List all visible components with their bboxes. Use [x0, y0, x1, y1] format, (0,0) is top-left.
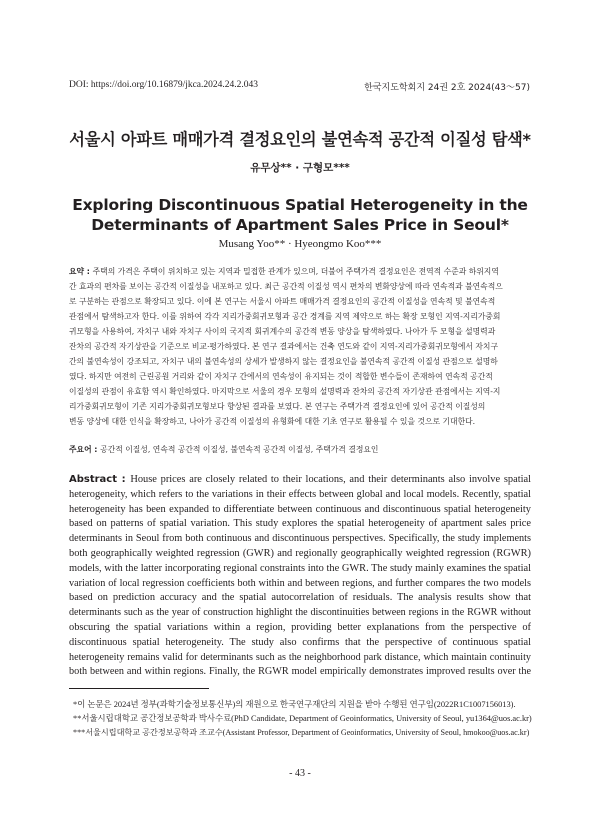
- korean-abstract-label: 요약 :: [69, 267, 93, 276]
- english-abstract-line: both between and within regions. Finally, the RGWR model empirically demonstrates improved results over the: [69, 666, 531, 678]
- korean-abstract-line: 였다. 하지만 여전히 근린공원 거리와 같이 자치구 간에서의 연속성이 유지되는 것이 적합한 변수들이 존재하여 연속적 공간적: [69, 372, 493, 381]
- english-abstract-line: discontinuous spatial heterogeneity. The study also confirms that the perspective of continuous spatial: [69, 636, 531, 648]
- english-title-line: Determinants of Apartment Sales Price in Seoul*: [91, 216, 509, 234]
- footnote-author-1: **서울시립대학교 공간정보공학과 박사수료(PhD Candidate, Department of Geoinformatics, University of Seoul, yu1364@uos.ac.kr): [73, 713, 532, 723]
- english-abstract-line: based on prediction accuracy and the spatial autocorrelation of residuals. The analysis results show that: [69, 592, 531, 604]
- english-abstract-line: heterogeneity remains valid for determinants such as the neighborhood park distance, which maintain continuity: [69, 651, 531, 663]
- english-abstract-line: determinants such as the year of construction highlight the discontinuities between regions in the RGWR without: [69, 607, 531, 619]
- english-abstract-line: based on patterns of spatial variation. This study explores the spatial heterogeneity of apartment sales price: [69, 518, 531, 530]
- english-abstract-line: heterogeneity, which refers to the variations in their effects between global and local models. Recently, spatial: [69, 488, 531, 500]
- page-number: - 43 -: [289, 768, 311, 779]
- footnotes: [73, 698, 533, 739]
- korean-abstract-line: 잔차의 공간적 자기상관을 기준으로 비교·평가하였다. 본 연구 결과에서는 건축 연도와 같이 지역-지리가중회귀모형에서 자치구: [69, 342, 498, 351]
- footnote-author-2: ***서울시립대학교 공간정보공학과 조교수(Assistant Professor, Department of Geoinformatics, University of Seoul, hmokoo@uos.ac.kr): [73, 727, 530, 737]
- footnote-funding: *이 논문은 2024년 정부(과학기술정보통신부)의 재원으로 한국연구재단의 지원을 받아 수행된 연구임(2022R1C1007156013).: [73, 700, 516, 709]
- korean-abstract-line: 로 구분하는 관점으로 확장되고 있다. 이에 본 연구는 서울시 아파트 매매가격 결정요인의 공간적 이질성을 연속적 및 불연속적: [69, 297, 496, 306]
- korean-abstract-line: 변동 양상에 대한 인식을 확장하고, 나아가 공간적 이질성의 유형화에 대한 기초 연구로 활용될 수 있을 것으로 기대한다.: [69, 417, 476, 426]
- footnote-divider: [69, 688, 209, 689]
- english-abstract-line: heterogeneity has been expanded to differentiate between continuous and discontinuous spatial heterogeneity: [69, 503, 531, 515]
- english-abstract-line: obscuring the spatial variations within a region, providing better explanations from the perspective of: [69, 621, 531, 633]
- english-title: [0, 195, 600, 235]
- english-abstract-text: House prices are closely related to their locations, and their determinants also involve spatial: [130, 474, 532, 485]
- korean-abstract: [69, 264, 530, 429]
- korean-abstract-line: 귀모형을 사용하여, 자치구 내와 자치구 사이의 국지적 회귀계수의 공간적 변동 양상을 탐색하였다. 나아가 두 모형을 설명력과: [69, 327, 496, 336]
- english-abstract-label: Abstract :: [69, 474, 131, 485]
- korean-title: 서울시 아파트 매매가격 결정요인의 불연속적 공간적 이질성 탐색*: [69, 130, 531, 149]
- journal-info: 한국지도학회지 24권 2호 2024(43～57): [364, 83, 530, 93]
- english-abstract: [69, 473, 531, 680]
- korean-abstract-line: 이질성의 관점이 유효함 역시 확인하였다. 마지막으로 서울의 경우 모형의 설명력과 잔차의 공간적 자기상관 관점에서는 지역-지: [69, 387, 501, 396]
- english-abstract-line: both geographically weighted regression (GWR) and regionally geographically weighted regression (RGWR): [69, 547, 531, 559]
- korean-keywords-text: 공간적 이질성, 연속적 공간적 이질성, 불연속적 공간적 이질성, 주택가격 결정요인: [100, 445, 379, 454]
- doi-text[interactable]: DOI: https://doi.org/10.16879/jkca.2024.24.2.043: [69, 80, 259, 90]
- english-authors: Musang Yoo** · Hyeongmo Koo***: [218, 238, 382, 250]
- korean-keywords-label: 주요어 :: [69, 445, 101, 454]
- korean-keywords: [69, 444, 530, 455]
- english-title-line: Exploring Discontinuous Spatial Heterogeneity in the: [72, 196, 528, 214]
- korean-abstract-line: 간의 불연속성이 강조되고, 자치구 내의 불연속성의 상세가 발생하지 않는 결정요인을 불연속적 공간적 이질성 관점으로 설명하: [69, 357, 498, 366]
- korean-abstract-line: 간 효과의 편차를 보이는 공간적 이질성을 내포하고 있다. 최근 공간적 이질성 역시 편차의 변화양상에 따라 연속적과 불연속적으: [69, 282, 503, 291]
- korean-authors: 유무상** · 구형모***: [250, 162, 350, 174]
- korean-abstract-line: 리가중회귀모형이 기존 지리가중회귀모형보다 향상된 결과를 보였다. 본 연구는 주택가격 결정요인에 있어 공간적 이질성의: [69, 402, 486, 411]
- english-abstract-line: determinants in Seoul from both continuous and discontinuous perspectives. Specifically, the study implements: [69, 533, 531, 545]
- english-abstract-line: models, with the latter incorporating regional constraints into the GWR. The study mainly examines the spatial: [69, 562, 531, 574]
- english-abstract-line: variation of local regression coefficients both within and between regions, and further compares the two models: [69, 577, 531, 589]
- korean-abstract-line: [69, 264, 530, 279]
- korean-abstract-text: 주택의 가격은 주택이 위치하고 있는 지역과 밀접한 관계가 있으며, 더불어 주택가격 결정요인은 전역적 수준과 하위지역: [92, 267, 499, 276]
- english-abstract-line: [69, 473, 531, 488]
- korean-abstract-line: 관점에서 탐색하고자 한다. 이를 위하여 각각 지리가중회귀모형과 공간 경계를 지역 제약으로 하는 확장 모형인 지역-지리가중회: [69, 312, 501, 321]
